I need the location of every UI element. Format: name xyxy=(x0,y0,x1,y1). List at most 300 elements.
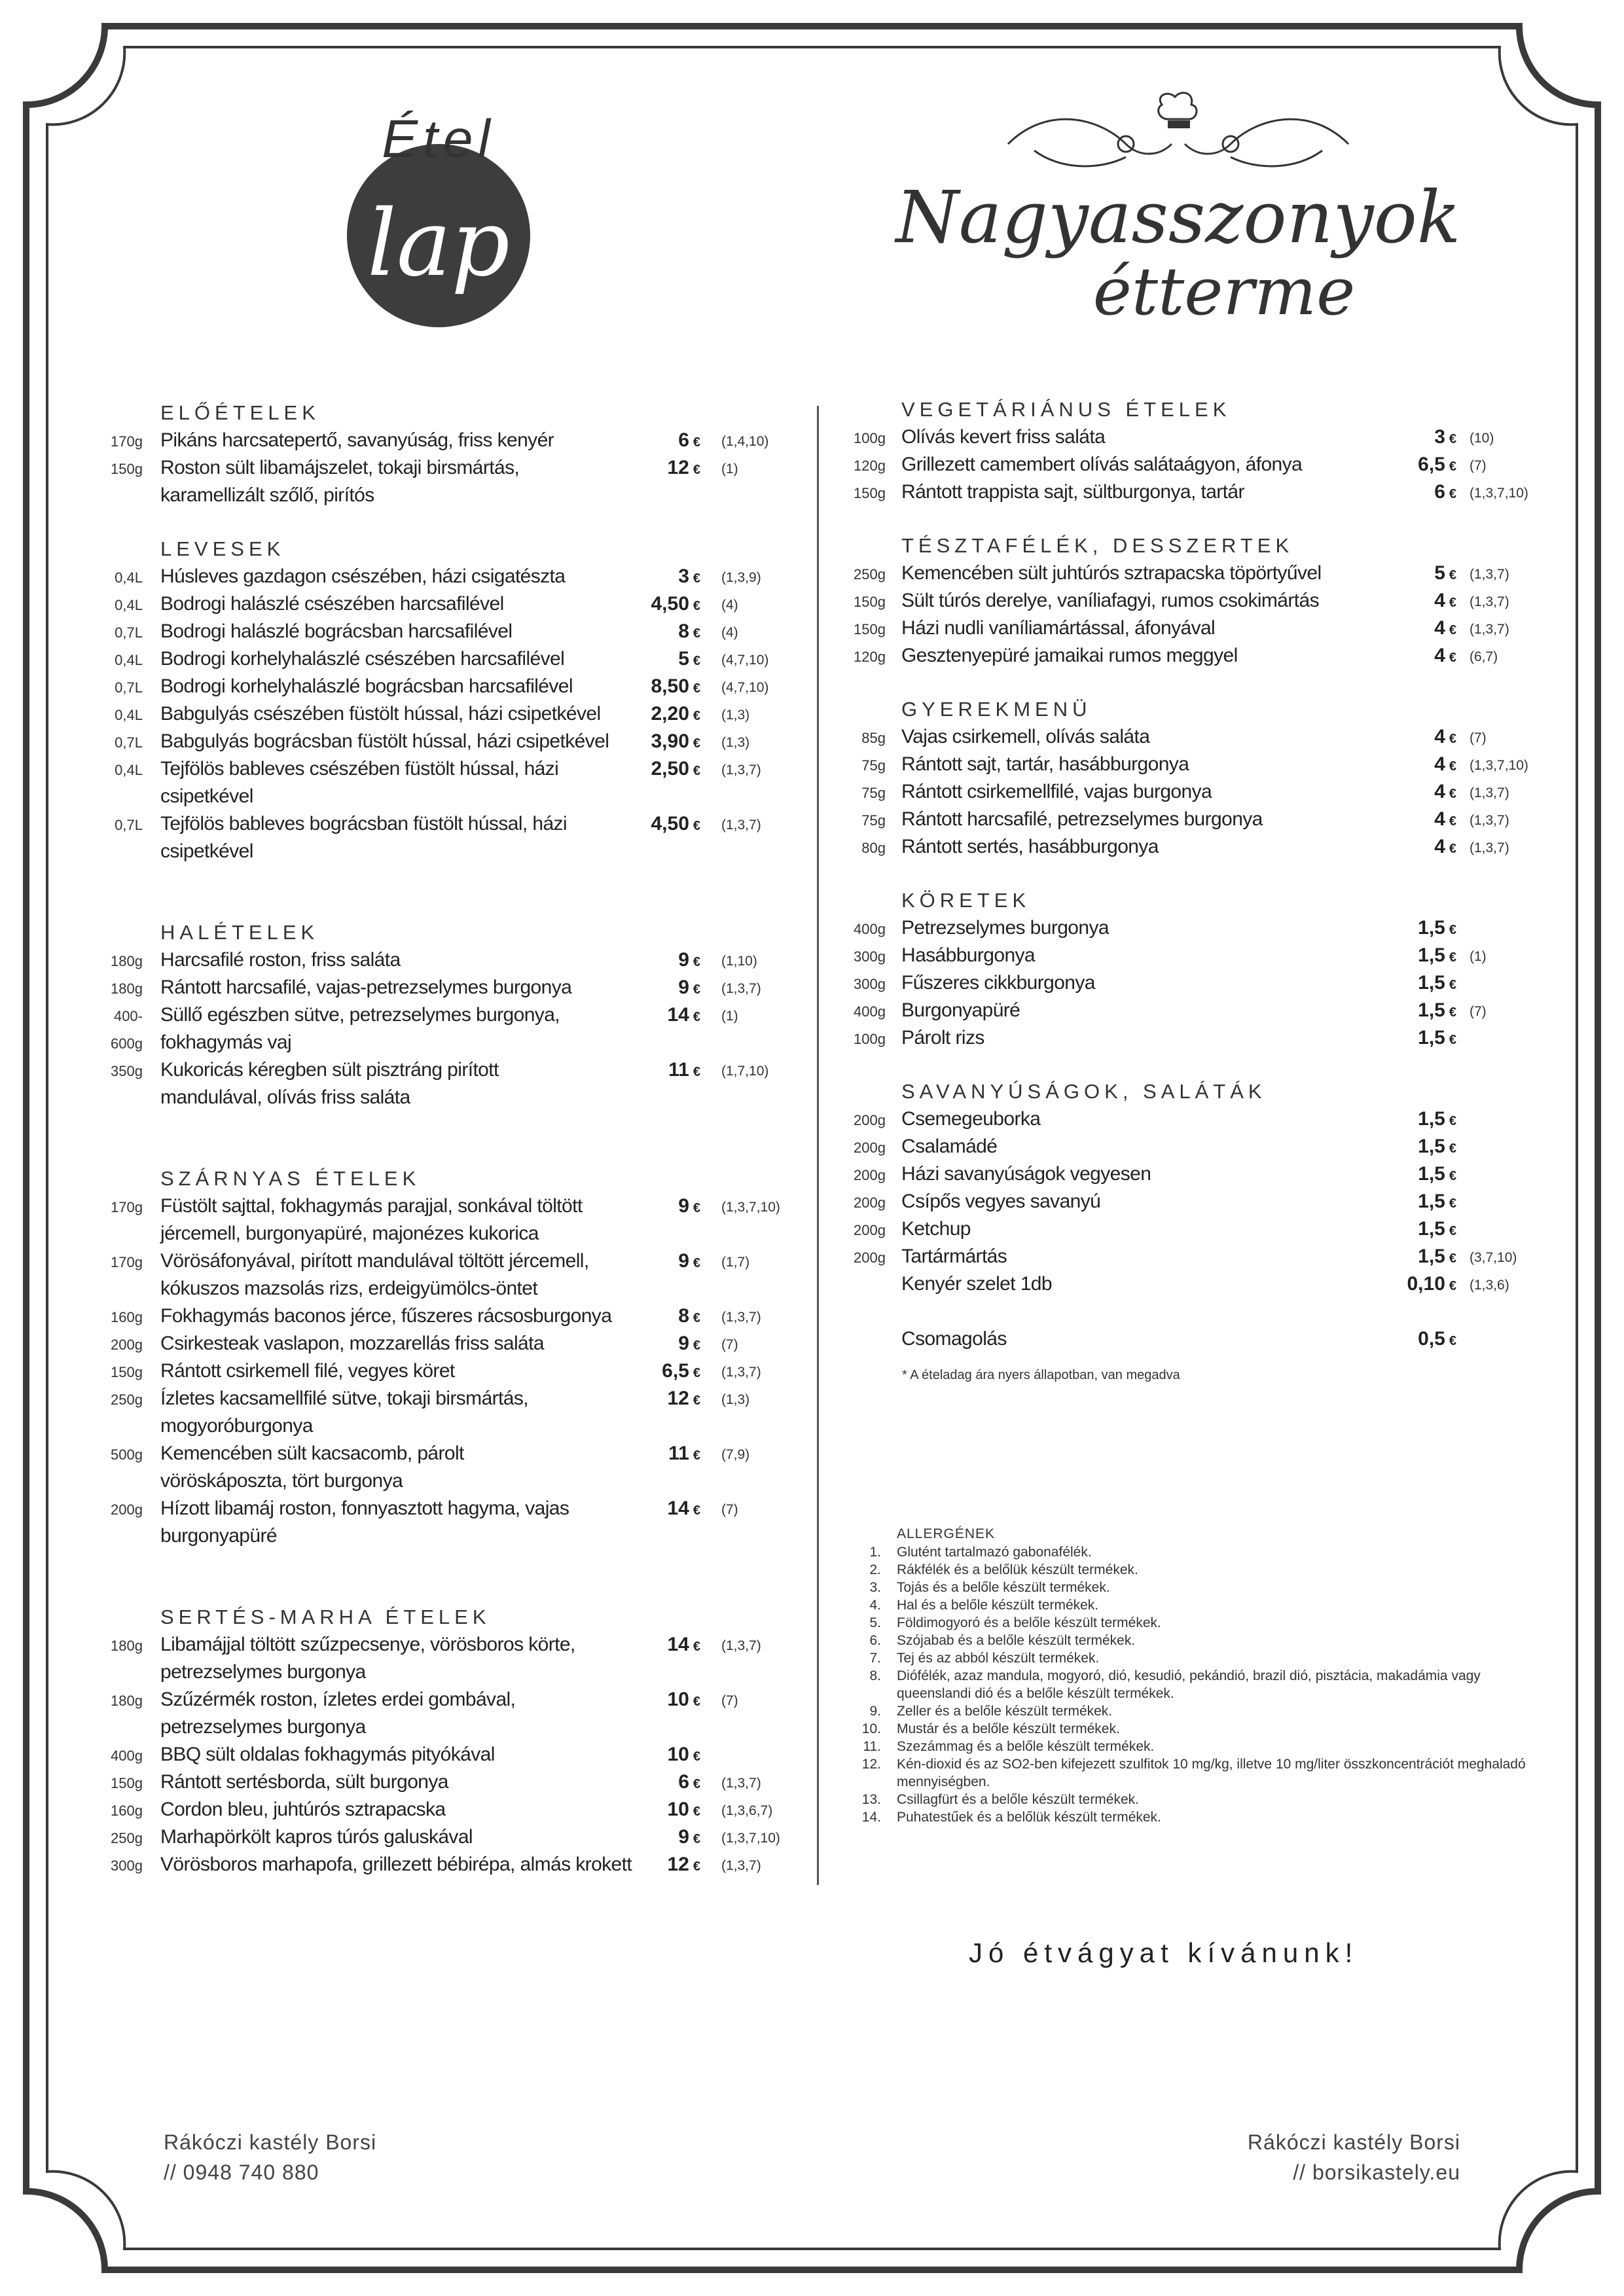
menu-item xyxy=(85,1796,812,1823)
item-name: Tartármártás xyxy=(901,1246,1007,1267)
menu-section xyxy=(841,696,1561,861)
menu-item xyxy=(85,618,812,645)
item-price xyxy=(1339,1243,1456,1272)
section-title: SZÁRNYAS ÉTELEK xyxy=(160,1167,421,1190)
price-value: 3 xyxy=(678,565,689,587)
menu-item xyxy=(841,1024,1561,1052)
menu-item xyxy=(841,723,1561,751)
price-value: 1,5 xyxy=(1418,999,1445,1021)
item-name: Vajas csirkemell, olívás saláta xyxy=(901,726,1150,747)
allergen-text: Szezámmag és a belőle készült termékek. xyxy=(897,1739,1155,1754)
item-portion: 200g xyxy=(111,1336,143,1353)
price-value: 1,5 xyxy=(1418,1246,1445,1267)
item-allergens: (1,7,10) xyxy=(721,1064,769,1079)
item-allergens: (1) xyxy=(721,1009,738,1024)
price-value: 0,5 xyxy=(1418,1328,1445,1350)
item-name: Rántott sajt, tartár, hasábburgonya xyxy=(901,753,1189,775)
item-price xyxy=(583,1851,700,1880)
greeting-text: Jó étvágyat kívánunk! xyxy=(969,1937,1359,1968)
item-portion: 500g xyxy=(111,1446,143,1463)
allergen-number: 8. xyxy=(869,1668,881,1683)
footer-left xyxy=(164,2127,376,2187)
currency-symbol: € xyxy=(1449,787,1456,801)
item-portion: 200g xyxy=(854,1249,886,1266)
item-allergens: (4,7,10) xyxy=(721,680,769,695)
currency-symbol: € xyxy=(693,709,700,723)
currency-symbol: € xyxy=(693,463,700,477)
item-price xyxy=(583,1631,700,1660)
item-name: Harcsafilé roston, friss saláta xyxy=(160,949,401,971)
item-name: Rántott harcsafilé, petrezselymes burgonya xyxy=(901,808,1263,830)
price-value: 8 xyxy=(678,620,689,642)
menu-item xyxy=(841,615,1561,642)
item-price xyxy=(583,590,700,620)
menu-item xyxy=(841,1188,1561,1215)
price-value: 4 xyxy=(1434,808,1445,830)
item-portion: 0,7L xyxy=(115,817,143,833)
menu-section xyxy=(841,396,1561,506)
logo-title-line1: Nagyasszonyok xyxy=(895,175,1461,259)
item-portion: 150g xyxy=(111,1364,143,1380)
allergen-list xyxy=(844,1525,1532,1826)
currency-symbol: € xyxy=(693,1695,700,1709)
allergen-number: 4. xyxy=(869,1598,881,1613)
menu-section xyxy=(85,535,812,865)
item-price xyxy=(1339,1325,1456,1355)
menu-item xyxy=(85,1330,812,1357)
menu-item xyxy=(841,451,1561,478)
currency-symbol: € xyxy=(693,1311,700,1325)
item-allergens: (1) xyxy=(1470,949,1487,964)
price-value: 0,10 xyxy=(1407,1273,1445,1295)
item-price xyxy=(1339,1215,1456,1245)
footer-left-name: Rákóczi kastély Borsi xyxy=(164,2130,377,2154)
menu-item xyxy=(85,1056,812,1111)
menu-item xyxy=(85,563,812,590)
item-portion: 250g xyxy=(854,566,886,583)
price-value: 4,50 xyxy=(651,813,689,834)
currency-symbol: € xyxy=(693,1393,700,1408)
allergen-text: Zeller és a belőle készült termékek. xyxy=(897,1704,1113,1719)
allergen-item xyxy=(844,1808,1532,1826)
item-portion: 170g xyxy=(111,433,143,450)
menu-item xyxy=(841,1160,1561,1188)
currency-symbol: € xyxy=(1449,1169,1456,1183)
price-value: 14 xyxy=(667,1004,689,1026)
currency-symbol: € xyxy=(693,1777,700,1791)
allergen-number: 14. xyxy=(861,1810,881,1825)
item-price xyxy=(1339,1024,1456,1054)
currency-symbol: € xyxy=(1449,432,1456,446)
currency-symbol: € xyxy=(1449,487,1456,501)
currency-symbol: € xyxy=(1449,978,1456,992)
item-price xyxy=(1339,1133,1456,1162)
item-price xyxy=(583,974,700,1003)
item-name: Babgulyás bográcsban füstölt hússal, házi csipetkével xyxy=(160,730,609,752)
item-allergens: (1,3,7) xyxy=(1470,813,1509,828)
item-price xyxy=(583,1796,700,1825)
logo-title-line2: étterme xyxy=(1092,253,1356,330)
item-portion: 0,7L xyxy=(115,624,143,641)
item-portion: 400g xyxy=(854,1003,886,1020)
allergen-item xyxy=(844,1596,1532,1614)
item-name: Füstölt sajttal, fokhagymás parajjal, sonkával töltött jércemell, burgonyapüré, majonézes kukorica xyxy=(160,1195,583,1244)
price-value: 6 xyxy=(678,1771,689,1793)
allergen-item xyxy=(844,1667,1532,1702)
price-value: 8 xyxy=(678,1305,689,1327)
item-allergens: (1,3,7) xyxy=(721,1310,761,1325)
item-name: Bodrogi halászlé bográcsban harcsafilével xyxy=(160,620,513,642)
item-allergens: (1,3,7,10) xyxy=(1470,758,1528,773)
price-value: 9 xyxy=(678,1195,689,1217)
item-portion: 75g xyxy=(861,757,886,774)
item-allergens: (10) xyxy=(1470,431,1494,446)
price-value: 4 xyxy=(1434,726,1445,747)
item-name: Gesztenyepüré jamaikai rumos meggyel xyxy=(901,645,1238,666)
menu-item xyxy=(841,1243,1561,1270)
item-name: Csalamádé xyxy=(901,1136,998,1157)
price-value: 4 xyxy=(1434,617,1445,639)
item-name: Rántott csirkemell filé, vegyes köret xyxy=(160,1360,455,1382)
item-price xyxy=(583,1056,700,1086)
currency-symbol: € xyxy=(693,1832,700,1846)
allergen-number: 1. xyxy=(869,1545,881,1560)
currency-symbol: € xyxy=(1449,1224,1456,1238)
item-name: Csirkesteak vaslapon, mozzarellás friss saláta xyxy=(160,1333,544,1354)
item-portion: 170g xyxy=(111,1199,143,1215)
item-allergens: (1,3,6,7) xyxy=(721,1803,773,1818)
section-title: TÉSZTAFÉLÉK, DESSZERTEK xyxy=(901,534,1294,557)
menu-item xyxy=(85,1741,812,1768)
currency-symbol: € xyxy=(693,435,700,450)
allergen-number: 12. xyxy=(861,1757,881,1772)
footer-right-name: Rákóczi kastély Borsi xyxy=(1247,2130,1460,2154)
currency-symbol: € xyxy=(1449,623,1456,637)
menu-item xyxy=(85,1631,812,1686)
menu-item xyxy=(85,1495,812,1550)
currency-symbol: € xyxy=(1449,923,1456,937)
menu-item xyxy=(85,1247,812,1302)
item-price xyxy=(1339,751,1456,780)
item-portion: 0,4L xyxy=(115,762,143,778)
allergen-title: ALLERGÉNEK xyxy=(897,1526,996,1541)
allergen-item xyxy=(844,1720,1532,1738)
menu-item xyxy=(841,560,1561,587)
menu-item xyxy=(841,778,1561,806)
item-allergens: (7) xyxy=(721,1502,738,1517)
item-allergens: (1,3) xyxy=(721,708,750,723)
menu-item xyxy=(85,1768,812,1796)
item-allergens: (7) xyxy=(1470,1004,1487,1019)
menu-item xyxy=(85,1823,812,1851)
price-value: 11 xyxy=(668,1059,689,1081)
item-price xyxy=(583,755,700,785)
currency-symbol: € xyxy=(693,982,700,997)
item-price xyxy=(583,1440,700,1469)
allergen-number: 2. xyxy=(869,1562,881,1577)
item-price xyxy=(1339,478,1456,508)
menu-item xyxy=(85,590,812,618)
item-portion: 400g xyxy=(111,1748,143,1764)
logo-top-text: Étel xyxy=(382,109,496,169)
item-portion: 200g xyxy=(854,1194,886,1211)
item-allergens: (1) xyxy=(721,461,738,476)
currency-symbol: € xyxy=(693,1503,700,1518)
logo-bottom-text: lap xyxy=(367,190,510,297)
item-price xyxy=(1339,451,1456,480)
item-price xyxy=(583,700,700,730)
menu-item xyxy=(841,1298,1561,1325)
currency-symbol: € xyxy=(693,1859,700,1874)
item-portion: 200g xyxy=(854,1222,886,1238)
item-portion: 75g xyxy=(861,785,886,801)
item-portion: 150g xyxy=(111,461,143,477)
section-title: VEGETÁRIÁNUS ÉTELEK xyxy=(901,398,1231,421)
item-price xyxy=(583,1330,700,1359)
item-portion: 0,7L xyxy=(115,734,143,751)
price-value: 2,50 xyxy=(651,758,689,780)
item-portion: 80g xyxy=(861,840,886,856)
menu-section xyxy=(841,532,1561,670)
right-menu-column xyxy=(841,396,1561,1353)
menu-item xyxy=(841,587,1561,615)
item-portion: 100g xyxy=(854,430,886,446)
currency-symbol: € xyxy=(1449,842,1456,856)
footer-right xyxy=(1248,2127,1460,2187)
menu-item xyxy=(85,645,812,673)
currency-symbol: € xyxy=(1449,568,1456,583)
price-value: 4 xyxy=(1434,836,1445,857)
item-name: Rántott harcsafilé, vajas-petrezselymes burgonya xyxy=(160,977,572,998)
item-price xyxy=(583,1001,700,1031)
item-name: Libamájjal töltött szűzpecsenye, vörösboros körte, petrezselymes burgonya xyxy=(160,1634,575,1683)
item-portion: 200g xyxy=(854,1112,886,1128)
item-name: Kenyér szelet 1db xyxy=(901,1273,1052,1295)
item-name: Csomagolás xyxy=(901,1328,1007,1350)
item-portion: 0,4L xyxy=(115,569,143,586)
item-allergens: (1,3,7) xyxy=(721,762,761,778)
item-allergens: (4) xyxy=(721,598,738,613)
price-value: 10 xyxy=(667,1744,689,1765)
item-portion: 250g xyxy=(111,1830,143,1846)
item-allergens: (1,3,7) xyxy=(1470,840,1509,855)
item-portion: 180g xyxy=(111,1638,143,1654)
currency-symbol: € xyxy=(693,1366,700,1380)
allergen-number: 3. xyxy=(869,1580,881,1595)
item-price xyxy=(1339,778,1456,808)
item-price xyxy=(583,1823,700,1853)
item-allergens: (1,3,7) xyxy=(1470,567,1509,582)
item-portion: 160g xyxy=(111,1309,143,1325)
item-allergens: (7) xyxy=(721,1337,738,1352)
item-price xyxy=(583,1247,700,1277)
currency-symbol: € xyxy=(1449,814,1456,829)
item-price xyxy=(583,1357,700,1387)
price-value: 12 xyxy=(667,1854,689,1875)
item-allergens: (1,4,10) xyxy=(721,434,769,449)
item-portion: 0,4L xyxy=(115,652,143,668)
item-portion: 250g xyxy=(111,1391,143,1408)
price-value: 1,5 xyxy=(1418,1027,1445,1049)
item-portion: 150g xyxy=(854,594,886,610)
item-name: Rántott sertésborda, sült burgonya xyxy=(160,1771,448,1793)
menu-item xyxy=(841,833,1561,861)
item-price xyxy=(1339,914,1456,944)
allergen-item xyxy=(844,1755,1532,1791)
item-price xyxy=(583,810,700,840)
item-price xyxy=(1339,1105,1456,1135)
item-name: Petrezselymes burgonya xyxy=(901,917,1109,939)
item-price xyxy=(583,563,700,592)
menu-item xyxy=(841,751,1561,778)
price-value: 9 xyxy=(678,1250,689,1272)
currency-symbol: € xyxy=(693,654,700,668)
price-value: 10 xyxy=(667,1689,689,1710)
currency-symbol: € xyxy=(1449,1114,1456,1128)
price-value: 4,50 xyxy=(651,593,689,615)
item-allergens: (1,10) xyxy=(721,954,757,969)
menu-item xyxy=(85,1440,812,1495)
section-title: HALÉTELEK xyxy=(160,921,319,944)
item-portion: 160g xyxy=(111,1803,143,1819)
allergen-text: Földimogyoró és a belőle készült termékek. xyxy=(897,1615,1161,1630)
allergen-number: 13. xyxy=(861,1792,881,1807)
price-value: 1,5 xyxy=(1418,1108,1445,1130)
menu-section xyxy=(841,887,1561,1052)
currency-symbol: € xyxy=(693,1256,700,1270)
price-value: 1,5 xyxy=(1418,1136,1445,1157)
currency-symbol: € xyxy=(693,681,700,696)
currency-symbol: € xyxy=(693,1804,700,1819)
item-price xyxy=(583,1741,700,1770)
price-value: 1,5 xyxy=(1418,972,1445,994)
menu-item xyxy=(841,642,1561,670)
item-portion: 100g xyxy=(854,1031,886,1047)
item-allergens: (4) xyxy=(721,625,738,640)
item-price xyxy=(583,454,700,484)
footer-website[interactable]: // borsikastely.eu xyxy=(1293,2161,1460,2184)
menu-item xyxy=(841,806,1561,833)
item-allergens: (1,3) xyxy=(721,735,750,750)
item-portion: 350g xyxy=(111,1063,143,1079)
currency-symbol: € xyxy=(693,1448,700,1463)
item-price xyxy=(583,1193,700,1222)
section-title: ELŐÉTELEK xyxy=(160,401,320,424)
item-portion: 0,4L xyxy=(115,597,143,613)
section-title: SAVANYÚSÁGOK, SALÁTÁK xyxy=(901,1080,1267,1103)
item-name: Házi nudli vaníliamártással, áfonyával xyxy=(901,617,1216,639)
allergen-text: Kén-dioxid és az SO2-ben kifejezett szulfitok 10 mg/kg, illetve 10 mg/liter összkoncentrációt meghaladó mennyiségben. xyxy=(897,1757,1526,1789)
left-menu-column xyxy=(85,399,812,1878)
item-portion: 200g xyxy=(111,1501,143,1518)
menu-item xyxy=(841,1133,1561,1160)
allergen-text: Tej és az abból készült termékek. xyxy=(897,1651,1100,1666)
allergen-number: 5. xyxy=(869,1615,881,1630)
item-portion: 0,4L xyxy=(115,707,143,723)
currency-symbol: € xyxy=(693,1201,700,1215)
menu-item xyxy=(85,454,812,509)
item-price xyxy=(1339,1188,1456,1217)
item-allergens: (1,3,7) xyxy=(721,817,761,833)
item-price xyxy=(583,618,700,647)
menu-item xyxy=(85,1302,812,1330)
currency-symbol: € xyxy=(1449,1279,1456,1293)
item-allergens: (1,3,7) xyxy=(1470,594,1509,609)
item-name: Fűszeres cikkburgonya xyxy=(901,972,1095,994)
item-portion: 0,7L xyxy=(115,679,143,696)
menu-item xyxy=(841,942,1561,969)
nagyasszonyok-logo xyxy=(895,92,1461,347)
item-name: Húsleves gazdagon csészében, házi csigatészta xyxy=(160,565,566,587)
item-name: BBQ sült oldalas fokhagymás pityókával xyxy=(160,1744,495,1765)
price-value: 6,5 xyxy=(662,1360,689,1382)
item-price xyxy=(1339,806,1456,835)
menu-item xyxy=(85,1686,812,1741)
item-portion: 170g xyxy=(111,1254,143,1270)
menu-item xyxy=(85,700,812,728)
menu-item xyxy=(841,1215,1561,1243)
item-price xyxy=(583,728,700,757)
menu-item xyxy=(85,810,812,865)
menu-item xyxy=(85,1385,812,1440)
menu-item xyxy=(841,914,1561,942)
item-name: Marhapörkölt kapros túrós galuskával xyxy=(160,1826,473,1848)
currency-symbol: € xyxy=(1449,1141,1456,1156)
menu-item xyxy=(841,1325,1561,1353)
item-name: Kemencében sült juhtúrós sztrapacska töpörtyűvel xyxy=(901,562,1322,584)
item-price xyxy=(583,673,700,702)
allergen-text: Diófélék, azaz mandula, mogyoró, dió, kesudió, pekándió, brazil dió, pisztácia, makadámia vagy queenslandi dió és a belőle készült termékek. xyxy=(897,1668,1481,1701)
menu-item xyxy=(85,1851,812,1878)
price-value: 9 xyxy=(678,977,689,998)
price-value: 1,5 xyxy=(1418,1191,1445,1212)
item-name: Rántott trappista sajt, sültburgonya, tartár xyxy=(901,481,1244,503)
item-name: Tejfölös bableves csészében füstölt hússal, házi csipetkével xyxy=(160,758,559,807)
price-value: 9 xyxy=(678,1826,689,1848)
item-portion: 150g xyxy=(854,485,886,501)
item-portion: 300g xyxy=(854,948,886,965)
item-name: Tejfölös bableves bográcsban füstölt hússal, házi csipetkével xyxy=(160,813,567,862)
item-name: Bodrogi korhelyhalászlé csészében harcsafilével xyxy=(160,648,565,670)
menu-item xyxy=(85,1193,812,1247)
currency-symbol: € xyxy=(1449,1005,1456,1020)
price-value: 1,5 xyxy=(1418,1163,1445,1185)
currency-symbol: € xyxy=(1449,459,1456,474)
item-price xyxy=(583,1302,700,1332)
allergen-text: Puhatestűek és a belőlük készült termékek. xyxy=(897,1810,1161,1825)
currency-symbol: € xyxy=(1449,651,1456,665)
allergen-number: 11. xyxy=(863,1739,881,1754)
item-price xyxy=(1339,942,1456,971)
price-value: 14 xyxy=(667,1634,689,1655)
item-allergens: (1,3,7) xyxy=(721,1638,761,1653)
allergen-item xyxy=(844,1561,1532,1579)
item-allergens: (3,7,10) xyxy=(1470,1250,1517,1265)
currency-symbol: € xyxy=(693,764,700,778)
price-value: 5 xyxy=(1434,562,1445,584)
allergen-item xyxy=(844,1632,1532,1649)
item-price xyxy=(1339,642,1456,672)
price-value: 6 xyxy=(1434,481,1445,503)
currency-symbol: € xyxy=(1449,1334,1456,1348)
item-price xyxy=(1339,997,1456,1026)
menu-section xyxy=(85,399,812,509)
currency-symbol: € xyxy=(693,1640,700,1654)
price-value: 2,20 xyxy=(651,703,689,725)
item-name: Párolt rizs xyxy=(901,1027,984,1049)
currency-symbol: € xyxy=(693,1338,700,1353)
item-name: Kemencében sült kacsacomb, párolt vöröskáposzta, tört burgonya xyxy=(160,1443,464,1492)
